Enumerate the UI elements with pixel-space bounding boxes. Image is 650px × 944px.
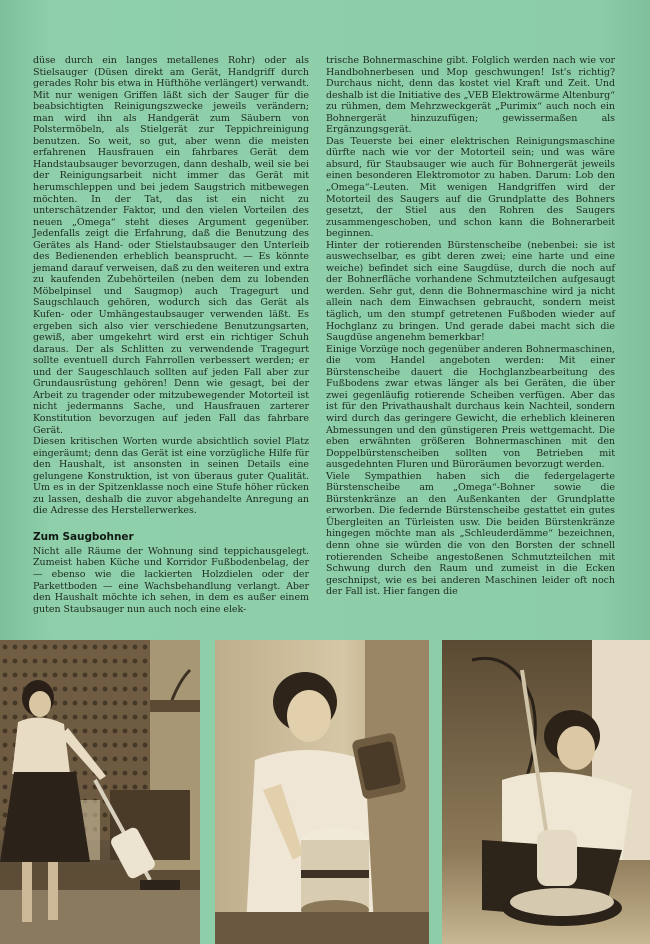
article-column-left (33, 55, 309, 615)
paragraph: Das Teuerste bei einer elektrischen Reinigungsmaschine dürfte nach wie vor der Motorteil sein; und was wäre absurd, für Staubsauger wie auch für Bohnergerät jeweils einen besonderen Elektromotor zu haben. Darum: Lob den „Omega“-Leuten. Mit wenigen Handgriffen wird der Motorteil des Saugers auf die Grundplatte des Bohners gesetzt, der Stiel aus den Rohren des Saugers zusammengeschoben, und schon kann die Bohnerarbeit beginnen. (326, 135, 615, 240)
paragraph: Viele Sympathien haben sich die federgelagerte Bürstenscheibe am „Omega“-Bohner sowie die Bürstenkränze an den Außenkanten der Grundplatte erworben. Die federnde Bürstenscheibe gestattet ein gutes Übergleiten an Türleisten usw. Die beiden Bürstenkränze hingegen möchte man als „Schleuderdämme“ bezeichnen, denn ohne sie würden die von den Borsten der schnell rotierenden Scheibe angestoßenen Schmutzteilchen mit Schwung durch den Raum und zumeist in die Ecken geschnipst, wie es bei anderen Maschinen leider oft noch der Fall ist. Hier fangen die (326, 470, 615, 598)
paragraph: Diesen kritischen Worten wurde absichtlich soviel Platz eingeräumt; denn das Gerät ist eine vorzügliche Hilfe für den Haushalt, ist ansonsten in seinen Details eine gelungene Konstruktion, ist von überaus guter Qualität. Um es in der Spitzenklasse noch eine Stufe höher rücken zu lassen, deshalb die zuvor abgehandelte Anregung an die Adresse des Herstellerwerkes. (33, 436, 309, 517)
section-heading: Zum Saugbohner (33, 530, 134, 543)
paragraph: Einige Vorzüge noch gegenüber anderen Bohnermaschinen, die vom Handel angeboten werden: Mit einer Bürstenscheibe dauert die Hochglanzbearbeitung des Fußbodens zwar etwas länger als bei Geräten, die über zwei gegenläufig rotierende Scheiben verfügen. Aber das ist für den Privathaushalt durchaus kein Nachteil, sondern wird durch das geringere Gewicht, die erheblich kleineren Abmessungen und den günstigeren Preis wettgemacht. Die eben erwähnten größeren Bohnermaschinen mit den Doppelbürstenscheiben sollten von Betrieben mit ausgedehnten Fluren und Büroräumen bevorzugt werden. (326, 343, 615, 471)
paragraph: trische Bohnermaschine gibt. Folglich werden nach wie vor Handbohnerbesen und Mop geschwungen! Ist's richtig? Durchaus nicht, denn das kostet viel Kraft und Zeit. Und deshalb ist die Initiative des „VEB Elektrowärme Altenburg“ zu rühmen, dem Mehrzweckgerät „Purimix“ auch noch ein Bohnergerät hinzuzufügen; gewissermaßen als Ergänzungsgerät. (326, 55, 615, 136)
photo-woman-vacuuming (0, 640, 200, 944)
paragraph: Nicht alle Räume der Wohnung sind teppichausgelegt. Zumeist haben Küche und Korridor Fußbodenbelag, der — ebenso wie die lackierten Holzdielen oder der Parkettboden — eine Wachsbehandlung verlangt. Aber den Haushalt möchte ich sehen, in dem es außer einem guten Staubsauger nun auch noch eine elek- (33, 545, 309, 615)
paragraph: Hinter der rotierenden Bürstenscheibe (nebenbei: sie ist auswechselbar, es gibt deren zwei; eine harte und eine weiche) befindet sich eine Saugdüse, durch die noch auf der Bohnerfläche vorhandene Schmutzteilchen aufgesaugt werden. Sehr gut, denn die Bohnermaschine wird ja nicht allein nach dem Einwachsen gebraucht, sondern meist täglich, um den stumpf getretenen Fußboden wieder auf Hochglanz zu bringen. Und gerade dabei macht sich die Saugdüse angenehm bemerkbar! (326, 239, 615, 344)
paragraph: düse durch ein langes metallenes Rohr) oder als Stielsauger (Düsen direkt am Gerät, Handgriff durch gerades Rohr bis etwa in Hüfthöhe verlängert) verwandt. Mit nur wenigen Griffen läßt sich der Sauger für die beabsichtigten Reinigungszwecke jeweils verändern; man wird ihn als Handgerät zum Säubern von Polstermöbeln, als Stielgerät zur Teppichreinigung benutzen. So weit, so gut, aber wenn die meisten erfahrenen Hausfrauen ein fahrbares Gerät dem Handstaubsauger bevorzugen, dann deshalb, weil sie bei der Reinigungsarbeit nicht immer das Gerät mit herumschleppen und bei jedem Saugstrich mitbewegen möchten. In der Tat, das ist ein nicht zu unterschätzender Faktor, und den vielen Vorteilen des neuen „Omega“ steht dieses Argument gegenüber. Jedenfalls zeigt die Erfahrung, daß die Benutzung des Gerätes als Hand- oder Stielstaubsauger den Unterleib des Bedienenden erheblich beansprucht. — Es könnte jemand darauf verweisen, daß zu den weiteren und extra zu kaufenden Zubehörteilen (neben dem zu lobenden Möbelpinsel und Saugmop) auch Tragegurt und Saugschlauch gehören, wodurch sich das Gerät als Kufen- oder Umhängestaubsauger verwenden läßt. Es ergeben sich also vier verschiedene Benutzungsarten, gewiß, aber umgekehrt wird erst ein richtiger Schuh daraus. Der als Schlitten zu verwendende Tragegurt sollte eventuell durch Fahrrollen verbessert werden; er und der Saugeschlauch sollten auf jeden Fall aber zur Grundausrüstung gehören! Denn wie gesagt, bei der Arbeit zu tragender oder mitzubewegender Motorteil ist nicht jedermanns Sache, und Hausfrauen zarterer Konstitution bevorzugen auf jeden Fall das fahrbare Gerät. (33, 55, 309, 436)
photo-woman-assembling-vacuum (215, 640, 429, 944)
photo-strip (0, 640, 650, 944)
photo-woman-polishing-floor (442, 640, 650, 944)
article-column-right (326, 55, 615, 598)
